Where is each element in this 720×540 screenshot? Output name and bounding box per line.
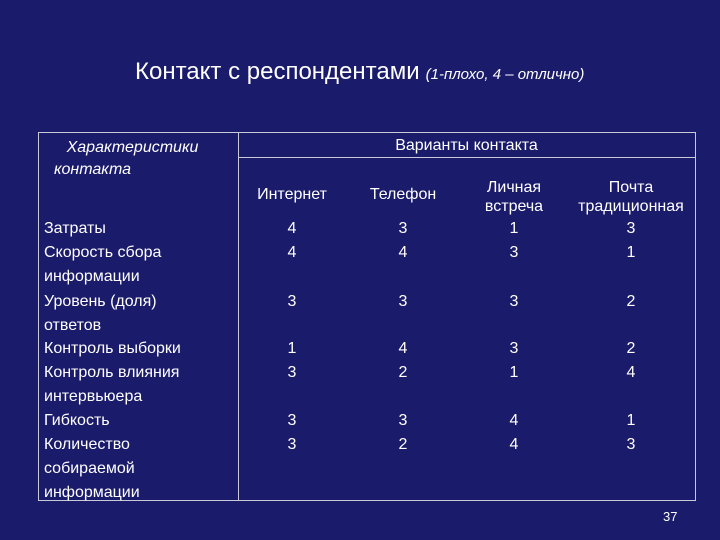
- row-label: Уровень (доля): [44, 293, 157, 310]
- rating-value: 1: [626, 412, 636, 429]
- rating-value: 3: [626, 436, 636, 453]
- rating-value: 3: [287, 412, 297, 429]
- rating-value: 4: [287, 244, 297, 261]
- column-header: [571, 178, 691, 216]
- row-label: Скорость сбора: [44, 244, 162, 261]
- rating-value: 1: [509, 364, 519, 381]
- header-contact-variants: Варианты контакта: [395, 137, 538, 154]
- column-header-line2: встреча: [484, 198, 544, 215]
- rating-value: 3: [509, 244, 519, 261]
- column-header: [232, 185, 352, 204]
- row-label: ответов: [44, 317, 102, 334]
- rating-value: 4: [398, 340, 408, 357]
- column-header-line1: Интернет: [257, 186, 327, 203]
- rating-value: 1: [287, 340, 297, 357]
- row-label: собираемой: [44, 460, 135, 477]
- header-characteristics: [39, 137, 238, 181]
- rating-value: 3: [509, 293, 519, 310]
- contact-comparison-table: [38, 132, 696, 501]
- slide-title: [135, 58, 584, 86]
- column-header-line2: традиционная: [578, 198, 684, 215]
- rating-value: 4: [398, 244, 408, 261]
- row-label: Гибкость: [44, 412, 110, 429]
- rating-value: 2: [626, 340, 636, 357]
- column-header-line1: Телефон: [369, 186, 437, 203]
- rating-value: 4: [287, 220, 297, 237]
- row-label: Количество: [44, 436, 130, 453]
- rating-value: 1: [509, 220, 519, 237]
- rating-value: 4: [626, 364, 636, 381]
- table-divider-horizontal: [238, 157, 695, 158]
- row-label: Затраты: [44, 220, 106, 237]
- header-characteristics-line2: контакта: [53, 161, 132, 178]
- title-scale-note: (1-плохо, 4 – отлично): [425, 66, 585, 83]
- row-label: интервьюера: [44, 388, 143, 405]
- column-header: [343, 185, 463, 204]
- row-label: информации: [44, 484, 140, 501]
- column-header: [454, 178, 574, 216]
- row-label: Контроль влияния: [44, 364, 180, 381]
- rating-value: 2: [398, 364, 408, 381]
- rating-value: 3: [626, 220, 636, 237]
- rating-value: 4: [509, 412, 519, 429]
- row-label: Контроль выборки: [44, 340, 181, 357]
- column-header-line1: Личная: [486, 179, 542, 196]
- title-main: Контакт с респондентами: [135, 58, 420, 85]
- rating-value: 3: [398, 220, 408, 237]
- header-characteristics-line1: Характеристики: [66, 139, 199, 156]
- rating-value: 3: [398, 412, 408, 429]
- row-label: информации: [44, 268, 140, 285]
- rating-value: 3: [509, 340, 519, 357]
- column-header-line1: Почта: [608, 179, 654, 196]
- rating-value: 2: [398, 436, 408, 453]
- rating-value: 3: [287, 436, 297, 453]
- rating-value: 2: [626, 293, 636, 310]
- rating-value: 3: [287, 293, 297, 310]
- rating-value: 3: [287, 364, 297, 381]
- page-number: 37: [663, 509, 678, 524]
- rating-value: 4: [509, 436, 519, 453]
- rating-value: 3: [398, 293, 408, 310]
- rating-value: 1: [626, 244, 636, 261]
